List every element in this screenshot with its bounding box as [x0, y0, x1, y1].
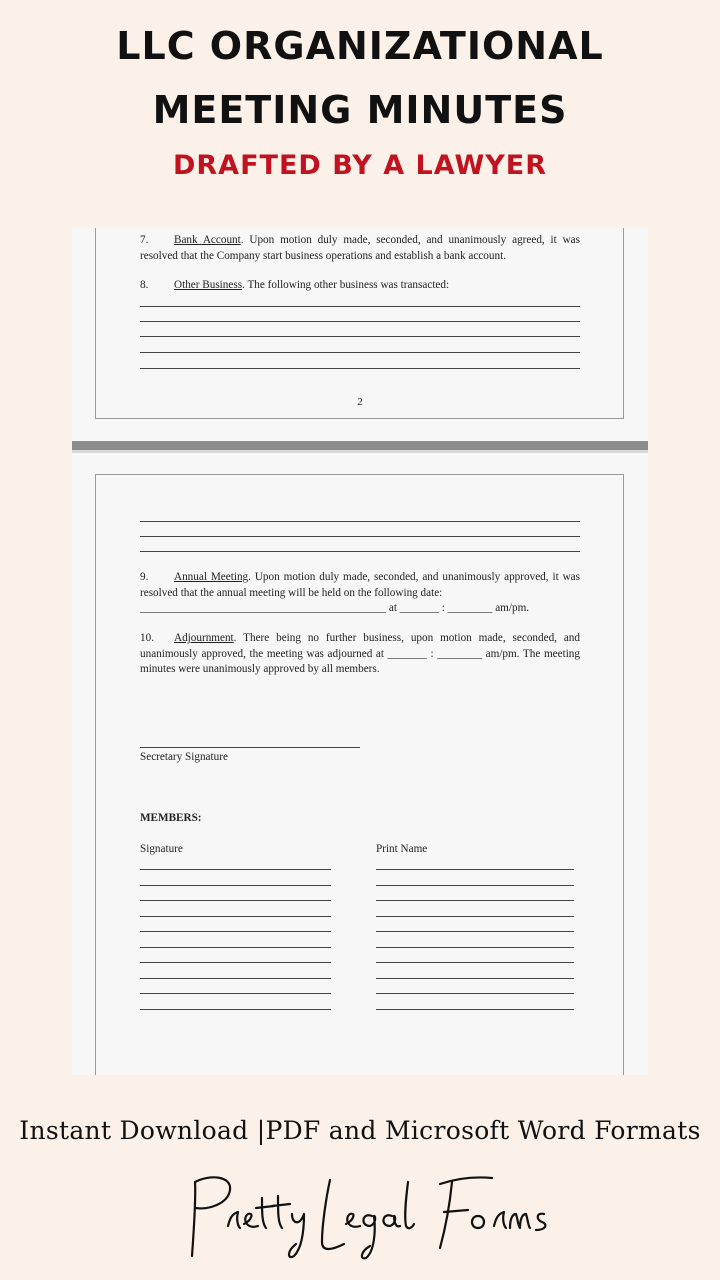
member-signature-line [140, 931, 331, 932]
item-8-heading: Other Business [174, 279, 243, 291]
item-9-date-blank: ____________________________________________ at _______ : ________ am/pm. [140, 602, 530, 614]
member-signature-line [140, 885, 331, 886]
item-7-heading: Bank Account [174, 234, 241, 246]
item-10-heading: Adjournment [174, 632, 234, 644]
blank-line [140, 321, 580, 322]
member-print-name-line [376, 993, 574, 994]
page-2 [72, 228, 648, 438]
page-divider-shadow [72, 450, 648, 453]
member-signature-line [140, 916, 331, 917]
member-signature-line [140, 978, 331, 979]
item-9-number: 9. [140, 571, 149, 583]
member-print-name-line [376, 900, 574, 901]
blank-line [140, 336, 580, 337]
member-print-name-line [376, 947, 574, 948]
footer-tagline: Instant Download |PDF and Microsoft Word Formats [19, 1116, 701, 1145]
member-signature-line [140, 900, 331, 901]
member-print-name-line [376, 869, 574, 870]
item-7-number: 7. [140, 234, 149, 246]
item-9-paragraph [140, 570, 580, 617]
title-line-1: LLC ORGANIZATIONAL [116, 24, 604, 68]
document-preview [72, 228, 648, 1075]
member-signature-line [140, 962, 331, 963]
member-signature-line [140, 1009, 331, 1010]
item-8-paragraph [140, 278, 580, 294]
member-print-name-line [376, 962, 574, 963]
item-10-number: 10. [140, 632, 154, 644]
blank-line [140, 521, 580, 522]
member-print-name-line [376, 916, 574, 917]
secretary-signature-line [140, 747, 360, 748]
members-label: MEMBERS: [140, 812, 202, 824]
blank-line [140, 536, 580, 537]
brand-signature-logo [0, 1168, 720, 1263]
item-8-number: 8. [140, 279, 149, 291]
member-signature-line [140, 947, 331, 948]
page-number: 2 [357, 396, 363, 408]
secretary-signature-label: Secretary Signature [140, 751, 228, 763]
member-signature-line [140, 993, 331, 994]
member-print-name-line [376, 931, 574, 932]
title-line-2: MEETING MINUTES [152, 88, 568, 132]
page-divider [72, 441, 648, 450]
print-name-column-label: Print Name [376, 843, 428, 855]
blank-line [140, 368, 580, 369]
item-7-text: . Upon motion duly made, seconded, and unanimously agreed, it was resolved that the Company start business operations and establish a bank account. [140, 234, 580, 262]
blank-line [140, 352, 580, 353]
blank-line [140, 551, 580, 552]
item-9-heading: Annual Meeting [174, 571, 249, 583]
item-8-text: . The following other business was transacted: [242, 279, 450, 291]
subtitle: DRAFTED BY A LAWYER [172, 150, 548, 181]
member-print-name-line [376, 978, 574, 979]
blank-line [140, 306, 580, 307]
member-print-name-line [376, 885, 574, 886]
item-10-paragraph [140, 631, 580, 678]
item-10-text: . There being no further business, upon motion made, seconded, and unanimously approved, the meeting was adjourned at _______ : ________ am/pm. The meeting minutes were unanimously approved by all members. [140, 632, 580, 675]
member-print-name-line [376, 1009, 574, 1010]
item-7-paragraph [140, 233, 580, 264]
signature-column-label: Signature [140, 843, 183, 855]
item-9-text: . Upon motion duly made, seconded, and unanimously approved, it was resolved that the annual meeting will be held on the following date: [140, 571, 580, 599]
member-signature-line [140, 869, 331, 870]
